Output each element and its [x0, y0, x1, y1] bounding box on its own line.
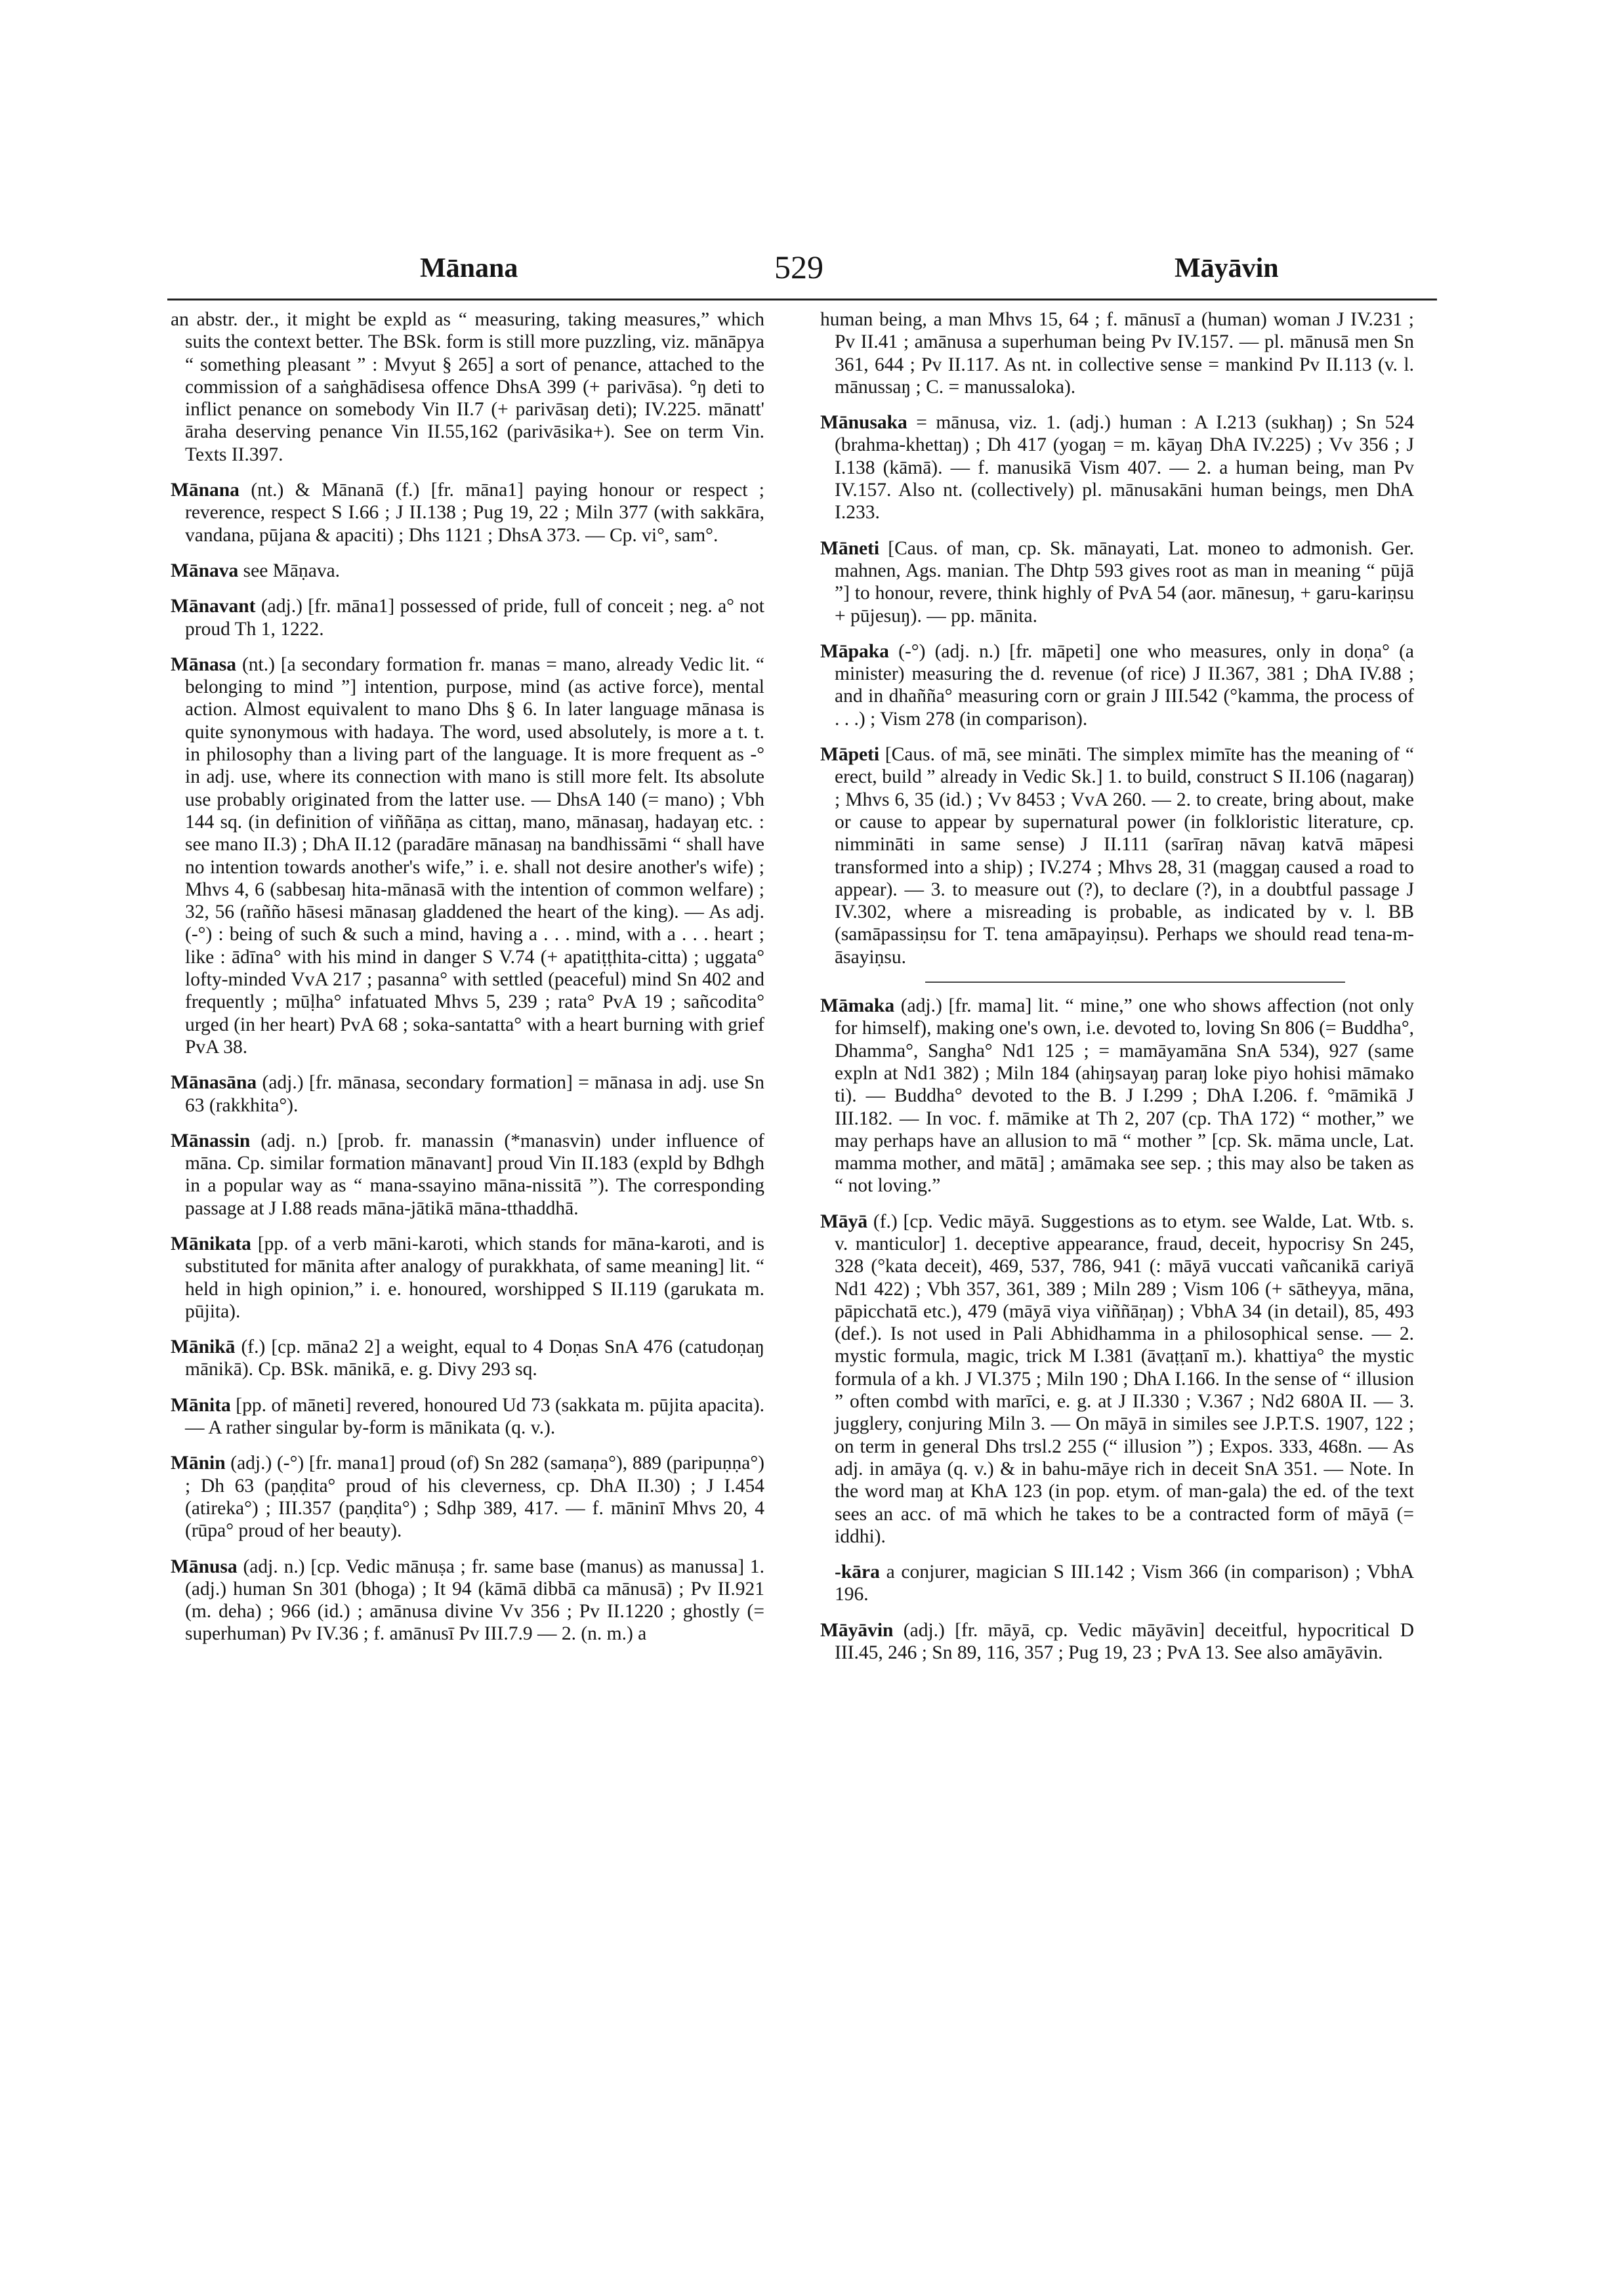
dictionary-entry — [820, 640, 1414, 730]
entry-headword: Mānavant — [171, 596, 256, 617]
entry-headword: Mānana — [171, 480, 239, 501]
header-rule — [167, 299, 1437, 300]
entry-text: (adj.) (-°) [fr. mana1] proud (of) Sn 282 (samaṇa°), 889 (paripuṇṇa°) ; Dh 63 (paṇḍita° proud of his cleverness, cp. DhA II.30) ; J I.454 (atireka°) ; III.357 (paṇḍita°) ; Sdhp 389, 417. — f. māninī Mhvs 20, 4 (rūpa° proud of her beauty). — [185, 1453, 764, 1542]
page-number: 529 — [774, 249, 823, 285]
dictionary-entry — [171, 1233, 764, 1323]
dictionary-entry — [171, 1071, 764, 1117]
entry-headword: Māyā — [820, 1210, 868, 1232]
entry-text: (f.) [cp. māna2 2] a weight, equal to 4 Doṇas SnA 476 (catudoṇaŋ mānikā). Cp. BSk. mānikā, e. g. Divy 293 sq. — [185, 1336, 765, 1380]
entry-text: (adj.) [fr. mama] lit. “ mine,” one who shows affection (not only for himself), making one's own, i.e. devoted to, loving Sn 806 (= Buddha°, Dhamma°, Sangha° Nd1 125 ; = mamāyamāna SnA 534), 927 (same expln at Nd1 382) ; Miln 184 (ahiŋsayaŋ paraŋ loke piyo hohisi māmako ti). — Buddha° devoted to the B. J I.299 ; DhA I.206. f. °māmikā J III.182. — In voc. f. māmike at Th 2, 207 (cp. ThA 172) “ mother,” we may perhaps have an allusion to mā “ mother ” [cp. Sk. māma uncle, Lat. mamma mother, and mātā] ; amāmaka see sep. ; this may also be taken as “ not loving.” — [835, 995, 1415, 1197]
entry-headword: Mānusa — [171, 1556, 238, 1577]
dictionary-entry — [171, 308, 764, 466]
entry-text: [Caus. of mā, see mināti. The simplex mimīte has the meaning of “ erect, build ” already in Vedic Sk.] 1. to build, construct S II.106 (nagaraŋ) ; Mhvs 6, 35 (id.) ; Vv 8453 ; VvA 260. — 2. to create, bring about, make or cause to appear by supernatural power (in folkloristic literature, cp. nimmināti in same sense) J II.111 (sarīraŋ nāvaŋ katvā māpesi transformed into a ship) ; IV.274 ; Mhvs 28, 31 (maggaŋ caused a road to appear). — 3. to measure out (?), to declare (?), in a doubtful passage J IV.302, where a misreading is probable, as indicated by v. l. BB (samāpassiṇsu for T. tena amāpayiṇsu). Perhaps we should read tena-m-āsayiṇsu. — [835, 744, 1414, 968]
entry-headword: Mānikata — [171, 1233, 251, 1254]
entry-text: (f.) [cp. Vedic māyā. Suggestions as to etym. see Walde, Lat. Wtb. s. v. manticulor] 1. deceptive appearance, fraud, deceit, hypocrisy Sn 245, 328 (°kata deceit), 469, 537, 786, 941 (: māyā vuccati vañcanikā cariyā Nd1 422) ; Vbh 357, 361, 389 ; Miln 289 ; Vism 106 (+ sātheyya, māna, pāpicchatā etc.), 479 (māyā viya viññāṇaŋ) ; VbhA 34 (in detail), 85, 493 (def.). Is not used in Pali Abhidhamma in a philosophical sense. — 2. mystic formula, magic, trick M I.381 (āvaṭṭanī m.). khattiya° the mystic formula of a kh. J VI.375 ; Miln 190 ; DhA I.166. In the sense of “ illusion ” often combd with marīci, e. g. at J II.330 ; V.367 ; Nd2 680A II. — 3. jugglery, conjuring Miln 3. — On māyā in similes see J.P.T.S. 1907, 122 ; on term in general Dhs trsl.2 255 (“ illusion ”) ; Expos. 333, 468n. — As adj. in amāya (q. v.) & in bahu-māye rich in deceit SnA 351. — Note. In the word maŋ at KhA 123 (in pop. etym. of man-gala) the ed. of the text sees an acc. of mā which he takes to be a contracted form of māyā (= iddhi). — [835, 1210, 1414, 1547]
dictionary-entry — [820, 537, 1414, 627]
entry-headword: Mānita — [171, 1394, 231, 1416]
entry-headword: Mānassin — [171, 1130, 251, 1151]
dictionary-entry — [820, 995, 1414, 1197]
entry-text: [pp. of māneti] revered, honoured Ud 73 (sakkata m. pūjita apacita). — A rather singular by-form is mānikata (q. v.). — [185, 1394, 764, 1439]
entry-text: a conjurer, magician S III.142 ; Vism 366 (in comparison) ; VbhA 196. — [835, 1561, 1414, 1605]
entry-text: (adj. n.) [cp. Vedic mānuṣa ; fr. same base (manus) as manussa] 1. (adj.) human Sn 301 (bhoga) ; It 94 (kāmā dibbā ca mānusā) ; Pv II.921 (m. deha) ; 966 (id.) ; amānusa divine Vv 356 ; Pv II.1220 ; ghostly (= superhuman) Pv IV.36 ; f. amānusī Pv III.7.9 — 2. (n. m.) a — [185, 1556, 764, 1645]
entry-headword: Māmaka — [820, 995, 895, 1017]
entry-headword: Māpaka — [820, 640, 889, 662]
entry-text: an abstr. der., it might be expld as “ measuring, taking measures,” which suits the context better. The BSk. form is still more puzzling, viz. mānāpya “ something pleasant ” : Mvyut § 265] a sort of penance, attached to the commission of a saṅghādisesa offence DhsA 399 (+ parivāsa). °ŋ deti to inflict penance on somebody Vin II.7 (+ parivāsaŋ deti); IV.225. mānatt' āraha deserving penance Vin II.55,162 (parivāsika+). See on term Vin. Texts II.397. — [171, 309, 764, 465]
entry-text: (adj. n.) [prob. fr. manassin (*manasvin) under influence of māna. Cp. similar formation mānavant] proud Vin II.183 (expld by Bdhgh in a popular way as “ mana-ssayino māna-nissitā ”). The corresponding passage at J I.88 reads māna-jātikā māna-tthaddhā. — [185, 1130, 765, 1219]
entry-headword: Mānasa — [171, 653, 236, 675]
dictionary-entry — [820, 1210, 1414, 1548]
dictionary-entry — [171, 1556, 764, 1645]
dictionary-entry — [171, 1394, 764, 1439]
entry-text: (adj.) [fr. mānasa, secondary formation] = mānasa in adj. use Sn 63 (rakkhita°). — [185, 1072, 764, 1116]
dictionary-entry — [820, 1619, 1414, 1664]
dictionary-entry — [171, 1336, 764, 1381]
dictionary-entry — [171, 560, 764, 582]
entry-headword: Māyāvin — [820, 1619, 894, 1641]
entry-text: (adj.) [fr. māyā, cp. Vedic māyāvin] deceitful, hypocritical D III.45, 246 ; Sn 89, 116, 357 ; Pug 19, 23 ; PvA 13. See also amāyāvin. — [835, 1619, 1415, 1664]
dictionary-entry — [171, 653, 764, 1058]
entry-headword: Mānava — [171, 560, 239, 581]
entry-text: see Māṇava. — [243, 560, 341, 581]
entry-headword: Mānikā — [171, 1336, 236, 1358]
dictionary-entry — [171, 479, 764, 547]
entry-headword: Mānusaka — [820, 412, 907, 434]
entry-headword: -kāra — [835, 1561, 880, 1583]
dictionary-entry — [820, 411, 1414, 524]
dictionary-subentry — [820, 1561, 1414, 1606]
header-left-headword: Mānana — [420, 253, 518, 283]
entry-text: (nt.) & Mānanā (f.) [fr. māna1] paying honour or respect ; reverence, respect S I.66 ; J II.138 ; Pug 19, 22 ; Miln 377 (with sakkāra, vandana, pūjana & apaciti) ; Dhs 1121 ; DhsA 373. — Cp. vi°, sam°. — [185, 480, 764, 546]
entry-headword: Māneti — [820, 537, 880, 559]
entry-text: [Caus. of man, cp. Sk. mānayati, Lat. moneo to admonish. Ger. mahnen, Ags. manian. The Dhtp 593 gives root as man in meaning “ pūjā ”] to honour, revere, think highly of PvA 54 (aor. mānesuŋ, + garu-kariṇsu + pūjesuŋ). — pp. mānita. — [835, 537, 1414, 627]
dictionary-entry — [171, 1130, 764, 1220]
right-column — [820, 308, 1414, 1677]
entry-text: human being, a man Mhvs 15, 64 ; f. mānusī a (human) woman J IV.231 ; Pv II.41 ; amānusa a superhuman being Pv IV.157. — pl. mānusā men Sn 361, 644 ; Pv II.117. As nt. in collective sense = mankind Pv II.113 (v. l. mānussaŋ ; C. = manussaloka). — [820, 309, 1414, 398]
entry-text: (adj.) [fr. māna1] possessed of pride, full of conceit ; neg. a° not proud Th 1, 1222. — [185, 596, 765, 640]
entry-text: [pp. of a verb māni-karoti, which stands for māna-karoti, and is substituted for mānita after analogy of purakkhata, of same meaning] lit. “ held in high opinion,” i. e. honoured, worshipped S II.119 (garukata m. pūjita). — [185, 1233, 764, 1322]
short-divider — [925, 982, 1345, 983]
left-column — [171, 308, 764, 1659]
dictionary-entry — [820, 308, 1414, 398]
entry-headword: Mānin — [171, 1453, 226, 1474]
entry-text: (-°) (adj. n.) [fr. māpeti] one who measures, only in doṇa° (a minister) measuring the d. revenue (of rice) J II.367, 381 ; DhA IV.88 ; and in dhañña° measuring corn or grain J III.542 (°kamma, the process of . . .) ; Vism 278 (in comparison). — [835, 640, 1415, 730]
entry-headword: Mānasāna — [171, 1072, 257, 1094]
entry-text: = mānusa, viz. 1. (adj.) human : A I.213 (sukhaŋ) ; Sn 524 (brahma-khettaŋ) ; Dh 417 (yogaŋ = m. kāyaŋ DhA IV.225) ; Vv 356 ; J I.138 (kāmā). — f. manusikā Vism 407. — 2. a human being, man Pv IV.157. Also nt. (collectively) pl. mānusakāni human beings, men DhA I.233. — [835, 412, 1415, 524]
dictionary-entry — [171, 1452, 764, 1542]
dictionary-entry — [820, 743, 1414, 968]
header-right-headword: Māyāvin — [1175, 253, 1279, 283]
entry-headword: Māpeti — [820, 744, 880, 766]
dictionary-entry — [171, 595, 764, 640]
entry-text: (nt.) [a secondary formation fr. manas = mano, already Vedic lit. “ belonging to mind ”] intention, purpose, mind (as active force), mental action. Almost equivalent to mano Dhs § 6. In later language mānasa is quite synonymous with hadaya. The word, used absolutely, is more a t. t. in philosophy than a living part of the language. It is more frequent as -° in adj. use, where its connection with mano is still more felt. Its absolute use probably originated from the latter use. — DhsA 140 (= mano) ; Vbh 144 sq. (in definition of viññāṇa as cittaŋ, mano, mānasaŋ, hadayaŋ etc. : see mano II.3) ; DhA II.12 (paradāre mānasaŋ na bandhissāmi “ shall have no intention towards another's wife,” i. e. shall not desire another's wife) ; Mhvs 4, 6 (sabbesaŋ hita-mānasā with the intention of common welfare) ; 32, 56 (rañño hāsesi mānasaŋ gladdened the heart of the king). — As adj. (-°) : being of such & such a mind, having a . . . mind, with a . . . heart ; like : ādīna° with his mind in danger S V.74 (+ apatiṭṭhita-citta) ; uggata° lofty-minded VvA 217 ; pasanna° with settled (peaceful) mind Sn 402 and frequently ; mūḷha° infatuated Mhvs 5, 239 ; rata° PvA 19 ; sañcodita° urged (in her heart) PvA 68 ; soka-santatta° with a heart burning with grief PvA 38. — [185, 653, 764, 1058]
